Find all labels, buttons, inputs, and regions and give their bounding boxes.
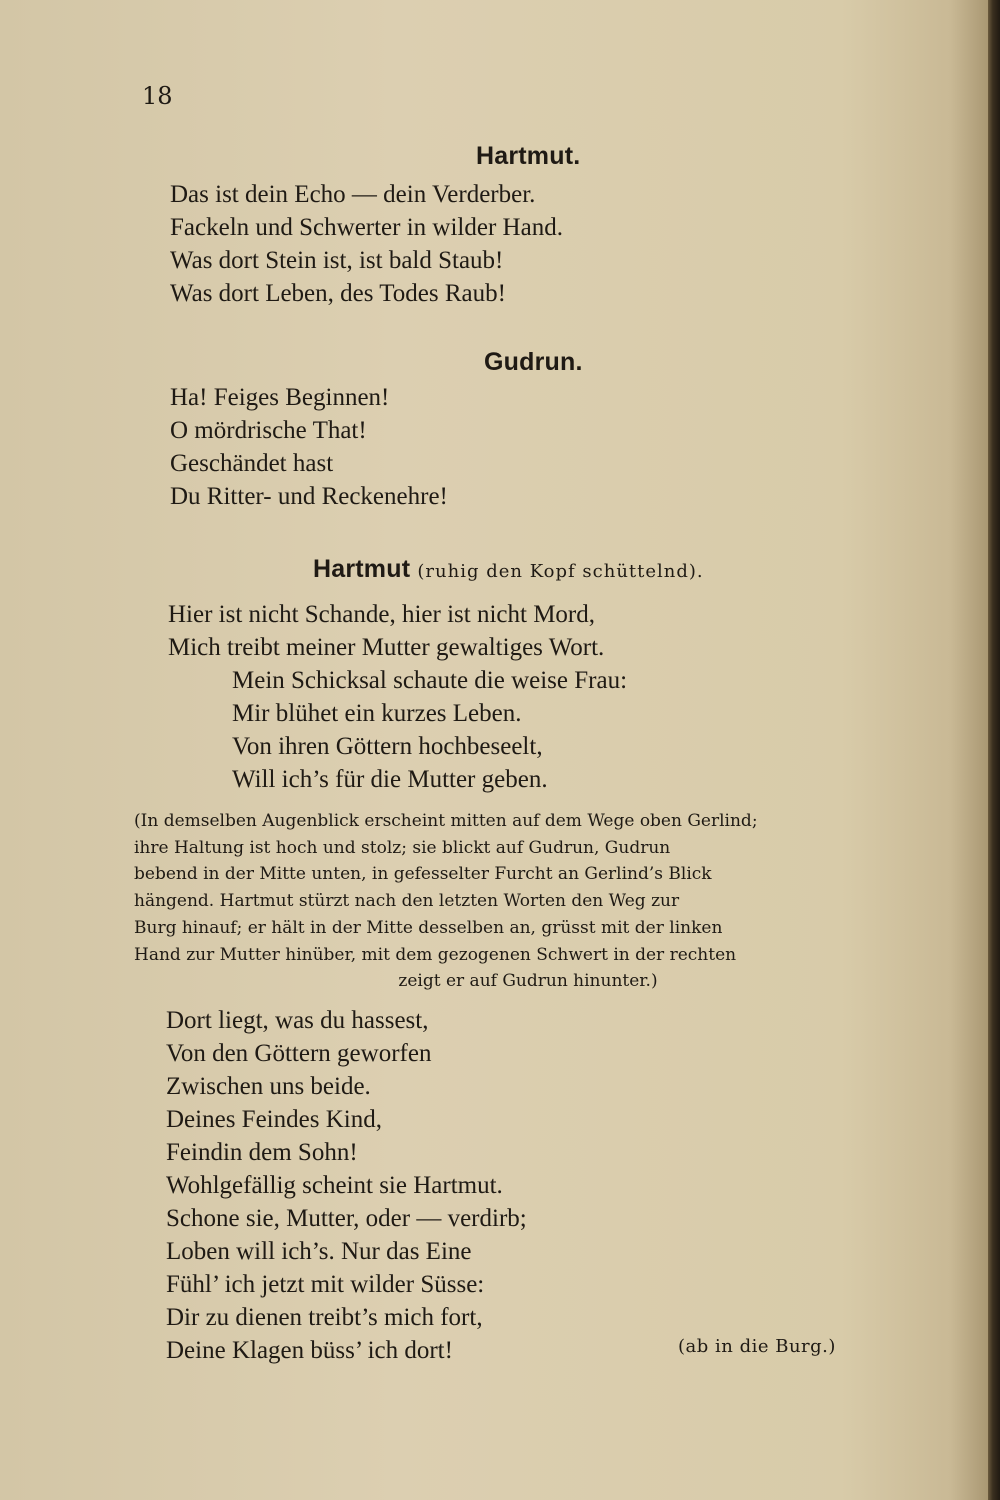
verse-line: Geschändet hast: [170, 450, 334, 477]
verse-block-1: [170, 178, 563, 310]
verse-line: Deine Klagen büss’ ich dort!: [166, 1337, 453, 1364]
verse-line: Das ist dein Echo — dein Verderber.: [170, 181, 536, 208]
stage-direction: [134, 808, 922, 995]
verse-line: Zwischen uns beide.: [166, 1073, 371, 1100]
speaker-heading-gudrun: Gudrun.: [484, 348, 583, 376]
verse-line: Dir zu dienen treibt’s mich fort,: [166, 1304, 483, 1331]
page-edge: [988, 0, 1000, 1500]
verse-line: Fühl’ ich jetzt mit wilder Süsse:: [166, 1271, 485, 1298]
verse-line: Mich treibt meiner Mutter gewaltiges Wort.: [168, 634, 605, 661]
verse-line: Fackeln und Schwerter in wilder Hand.: [170, 214, 563, 241]
verse-line: Dort liegt, was du hassest,: [166, 1007, 429, 1034]
verse-block-final: [166, 1004, 527, 1367]
stage-line: zeigt er auf Gudrun hinunter.): [398, 971, 658, 992]
speaker-name: Hartmut: [313, 555, 411, 583]
verse-line: Von den Göttern geworfen: [166, 1040, 432, 1067]
verse-line: Ha! Feiges Beginnen!: [170, 384, 390, 411]
verse-line: Wohlgefällig scheint sie Hartmut.: [166, 1172, 503, 1199]
verse-line: Deines Feindes Kind,: [166, 1106, 382, 1133]
stage-line: Hand zur Mutter hinüber, mit dem gezogenen Schwert in der rechten: [134, 944, 737, 965]
verse-line: Von ihren Göttern hochbeseelt,: [232, 733, 543, 760]
page-number: 18: [142, 82, 173, 110]
verse-line: Du Ritter- und Reckenehre!: [170, 483, 448, 510]
verse-line: Will ich’s für die Mutter geben.: [232, 766, 548, 793]
stage-line: bebend in der Mitte unten, in gefesselter Furcht an Gerlind’s Blick: [134, 864, 712, 885]
verse-block-2: [170, 381, 448, 513]
verse-line: Mir blühet ein kurzes Leben.: [232, 700, 522, 727]
stage-line: Burg hinauf; er hält in der Mitte desselben an, grüsst mit der linken: [134, 917, 723, 938]
verse-line: Feindin dem Sohn!: [166, 1139, 358, 1166]
speaker-heading-hartmut-2: [313, 555, 704, 584]
verse-line: Was dort Leben, des Todes Raub!: [170, 280, 506, 307]
exit-direction: (ab in die Burg.): [678, 1336, 836, 1357]
stage-line: hängend. Hartmut stürzt nach den letzten Worten den Weg zur: [134, 891, 680, 912]
verse-block-3: [168, 598, 604, 664]
verse-line: Schone sie, Mutter, oder — verdirb;: [166, 1205, 527, 1232]
stage-line: ihre Haltung ist hoch und stolz; sie blickt auf Gudrun, Gudrun: [134, 837, 671, 858]
verse-line: Mein Schicksal schaute die weise Frau:: [232, 667, 628, 694]
verse-line: Loben will ich’s. Nur das Eine: [166, 1238, 472, 1265]
verse-line: O mördrische That!: [170, 417, 367, 444]
speaker-direction: (ruhig den Kopf schüttelnd).: [417, 561, 704, 582]
verse-block-3-indented: [232, 664, 627, 796]
verse-line: Was dort Stein ist, ist bald Staub!: [170, 247, 504, 274]
speaker-heading-hartmut: Hartmut.: [476, 142, 581, 170]
verse-line: Hier ist nicht Schande, hier ist nicht Mord,: [168, 601, 596, 628]
stage-line: (In demselben Augenblick erscheint mitten auf dem Wege oben Gerlind;: [134, 811, 758, 831]
